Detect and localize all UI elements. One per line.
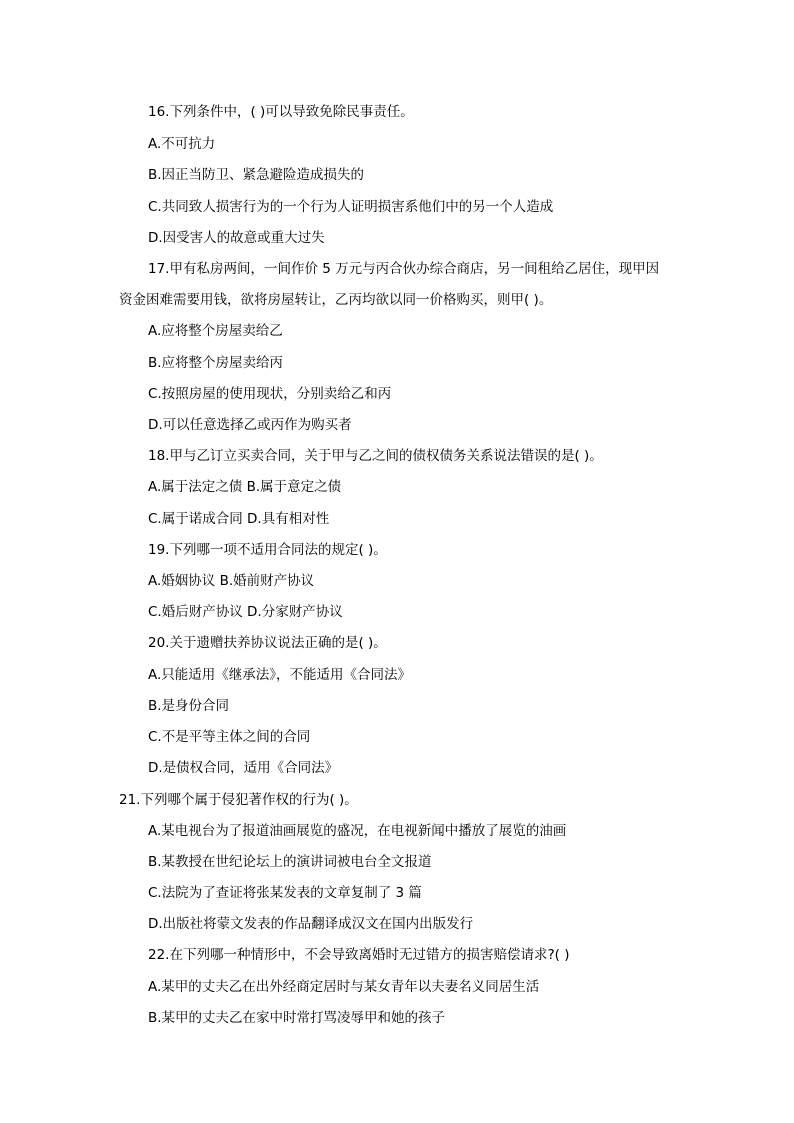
option-21-a: A.某电视台为了报道油画展览的盛况，在电视新闻中播放了展览的油画 xyxy=(148,823,567,839)
question-19: 19.下列哪一项不适用合同法的规定( )。 xyxy=(148,542,387,558)
option-16-c: C.共同致人损害行为的一个行为人证明损害系他们中的另一个人造成 xyxy=(148,199,554,215)
option-17-a: A.应将整个房屋卖给乙 xyxy=(148,323,283,339)
question-18: 18.甲与乙订立买卖合同，关于甲与乙之间的债权债务关系说法错误的是( )。 xyxy=(148,448,603,464)
question-17-continued: 资金困难需要用钱，欲将房屋转让，乙丙均欲以同一价格购买，则甲( )。 xyxy=(119,292,553,308)
question-22: 22.在下列哪一种情形中，不会导致离婚时无过错方的损害赔偿请求?( ) xyxy=(148,947,570,963)
options-18-ab: A.属于法定之债 B.属于意定之债 xyxy=(148,479,342,495)
option-16-d: D.因受害人的故意或重大过失 xyxy=(148,230,325,246)
option-20-a: A.只能适用《继承法》，不能适用《合同法》 xyxy=(148,667,412,683)
question-20: 20.关于遗赠扶养协议说法正确的是( )。 xyxy=(148,635,387,651)
option-20-c: C.不是平等主体之间的合同 xyxy=(148,729,311,745)
option-21-b: B.某教授在世纪论坛上的演讲词被电台全文报道 xyxy=(148,854,432,870)
question-17: 17.甲有私房两间，一间作价 5 万元与丙合伙办综合商店，另一间租给乙居住，现甲因 xyxy=(148,261,660,277)
option-22-b: B.某甲的丈夫乙在家中时常打骂凌辱甲和她的孩子 xyxy=(148,1010,446,1026)
option-20-b: B.是身份合同 xyxy=(148,698,230,714)
question-16: 16.下列条件中，( )可以导致免除民事责任。 xyxy=(148,104,414,120)
options-19-cd: C.婚后财产协议 D.分家财产协议 xyxy=(148,604,343,620)
option-17-d: D.可以任意选择乙或丙作为购买者 xyxy=(148,417,352,433)
options-19-ab: A.婚姻协议 B.婚前财产协议 xyxy=(148,573,315,589)
option-16-a: A.不可抗力 xyxy=(148,136,216,152)
option-22-a: A.某甲的丈夫乙在出外经商定居时与某女青年以夫妻名义同居生活 xyxy=(148,979,540,995)
option-17-b: B.应将整个房屋卖给丙 xyxy=(148,355,284,371)
option-17-c: C.按照房屋的使用现状，分别卖给乙和丙 xyxy=(148,386,392,402)
option-21-c: C.法院为了查证将张某发表的文章复制了 3 篇 xyxy=(148,885,422,901)
options-18-cd: C.属于诺成合同 D.具有相对性 xyxy=(148,511,330,527)
option-20-d: D.是债权合同，适用《合同法》 xyxy=(148,760,339,776)
option-16-b: B.因正当防卫、紧急避险造成损失的 xyxy=(148,167,365,183)
question-21: 21.下列哪个属于侵犯著作权的行为( )。 xyxy=(119,792,358,808)
option-21-d: D.出版社将蒙文发表的作品翻译成汉文在国内出版发行 xyxy=(148,916,474,932)
